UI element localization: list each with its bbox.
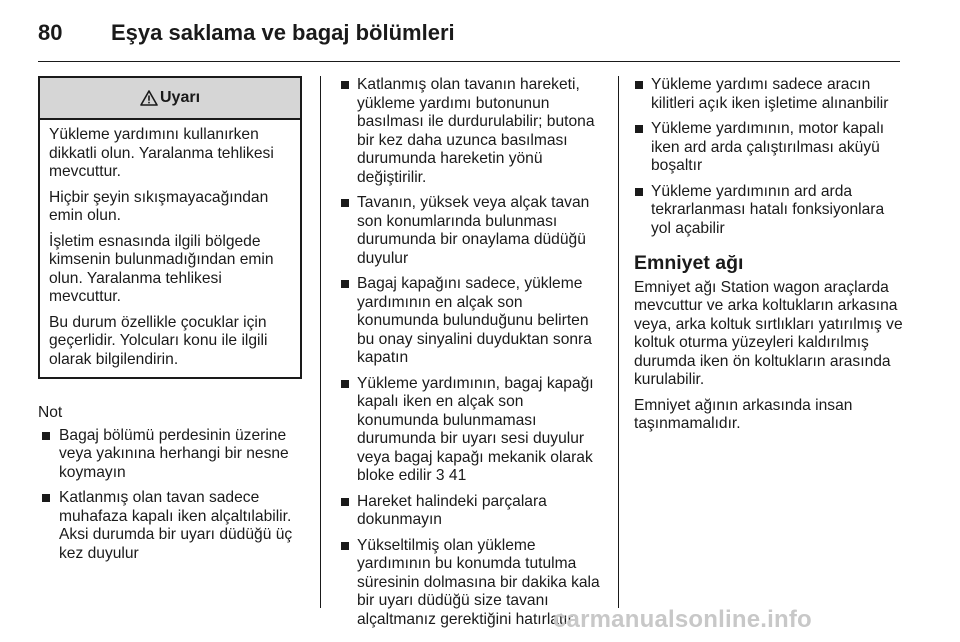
- list-item: [340, 194, 605, 268]
- list-item: [634, 76, 904, 113]
- warning-paragraph: Hiçbir şeyin sıkışmayacağından emin olun.: [49, 188, 269, 224]
- bullet-icon: [635, 188, 643, 196]
- cross-reference-arrow-icon: 3: [435, 467, 445, 484]
- page-header: [38, 16, 900, 48]
- column-2-list: [340, 76, 605, 629]
- list-item: [41, 489, 305, 563]
- list-item-text: Tavanın, yüksek veya alçak tavan son konumlarında bulunması durumunda bir onaylama düdüğü duyulur: [357, 194, 590, 267]
- note-title: Not: [38, 404, 63, 421]
- list-item-text: Katlanmış olan tavanın hareketi, yükleme yardımı butonunun basılması ile durdurulabilir; butona bir kez daha uzunca basılması durumunda hareketin yönü değiştirilir.: [357, 76, 595, 186]
- list-item-text: Yükleme yardımının, motor kapalı iken ard arda çalıştırılması aküyü boşaltır: [651, 120, 885, 174]
- list-item-text: Hareket halindeki parçalara dokunmayın: [357, 492, 547, 528]
- list-item: [340, 493, 605, 530]
- warning-paragraph: İşletim esnasında ilgili bölgede kimsenin bulunmadığından emin olun. Yaralanma tehlikesi mevcuttur.: [49, 232, 274, 305]
- warning-triangle-icon: [140, 90, 158, 106]
- list-item: [634, 183, 904, 239]
- column-divider-2: [618, 76, 619, 608]
- bullet-icon: [341, 199, 349, 207]
- bullet-icon: [42, 432, 50, 440]
- column-2: [340, 76, 605, 636]
- bullet-icon: [635, 125, 643, 133]
- column-3: [634, 76, 904, 441]
- section-title: Eşya saklama ve bagaj bölümleri: [111, 20, 455, 45]
- body-paragraph: Emniyet ağının arkasında insan taşınmamalıdır.: [634, 396, 853, 432]
- column-1: [38, 76, 302, 570]
- warning-paragraph: Bu durum özellikle çocuklar için geçerlidir. Yolcuları konu ile ilgili olarak bilgilendirin.: [49, 313, 268, 368]
- note-list: [38, 427, 302, 564]
- list-item: [340, 76, 605, 187]
- list-item-text: Yükleme yardımının, bagaj kapağı kapalı iken en alçak son konumunda bulunmaması durumunda bir uyarı sesi duyulur veya bagaj kapağı mekanik olarak bloke edilir: [357, 374, 594, 484]
- list-item-text: Bagaj bölümü perdesinin üzerine veya yakınına herhangi bir nesne koymayın: [59, 426, 289, 481]
- bullet-icon: [341, 498, 349, 506]
- header-rule: [38, 61, 900, 62]
- warning-title: Uyarı: [159, 88, 201, 106]
- list-item: [634, 120, 904, 176]
- cross-reference-page: 41: [448, 467, 467, 484]
- bullet-icon: [42, 494, 50, 502]
- section-heading: Emniyet ağı: [634, 252, 744, 274]
- bullet-icon: [341, 81, 349, 89]
- list-item: [340, 375, 605, 486]
- bullet-icon: [635, 81, 643, 89]
- list-item-text: Yükseltilmiş olan yükleme yardımının bu konumda tutulma süresinin dolmasına bir dakika kala bir uyarı düdüğü size tavanı alçaltmanız gerektiğini hatırlatır: [357, 536, 600, 628]
- list-item-text: Bagaj kapağını sadece, yükleme yardımının en alçak son konumunda bulunduğunu belirten bu onay sinyalini duyduktan sonra kapatın: [357, 275, 592, 366]
- cross-reference-link[interactable]: [436, 467, 466, 486]
- warning-header: [40, 78, 300, 120]
- list-item-text: Yükleme yardımı sadece aracın kilitleri açık iken işletime alınanbilir: [651, 76, 889, 112]
- list-item-text: Katlanmış olan tavan sadece muhafaza kapalı iken alçaltılabilir. Aksi durumda bir uyarı düdüğü üç kez duyulur: [59, 489, 293, 562]
- page-number: 80: [38, 20, 63, 45]
- list-item-text: Yükleme yardımının ard arda tekrarlanması hatalı fonksiyonlara yol açabilir: [651, 182, 885, 237]
- watermark: carmanualsonline.info: [553, 606, 812, 633]
- bullet-icon: [341, 542, 349, 550]
- warning-paragraph: Yükleme yardımını kullanırken dikkatli olun. Yaralanma tehlikesi mevcuttur.: [49, 126, 274, 180]
- body-paragraph: Emniyet ağı Station wagon araçlarda mevcuttur ve arka koltukların arkasına veya, arka koltuk sırtlıkları yatırılmış ve koltuk oturma yüzeyleri kaldırılmış durumda iken ön koltukların arasında kurulabilir.: [634, 278, 903, 388]
- bullet-icon: [341, 280, 349, 288]
- warning-box: [38, 76, 302, 379]
- list-item: [41, 427, 305, 483]
- warning-body: [40, 120, 300, 377]
- list-item: [340, 275, 605, 368]
- column-3-list: [634, 76, 904, 238]
- bullet-icon: [341, 380, 349, 388]
- column-divider-1: [320, 76, 321, 608]
